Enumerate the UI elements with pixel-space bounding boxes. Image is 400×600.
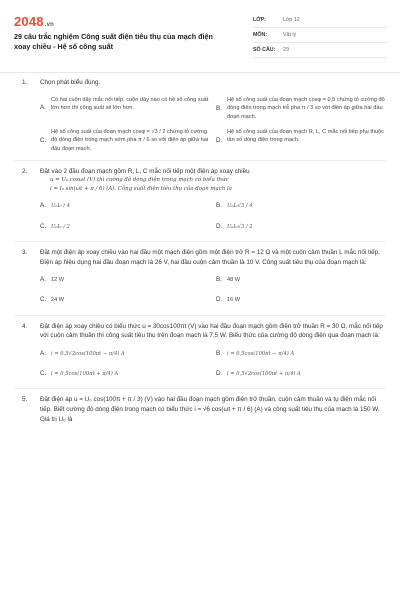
- question-number: 4.: [22, 322, 28, 330]
- option-key: B.: [216, 276, 222, 284]
- option-text: 24 W: [51, 296, 65, 303]
- option-key: A.: [40, 201, 46, 209]
- option-d[interactable]: [216, 128, 386, 154]
- meta-row-subject: [253, 28, 388, 43]
- option-text: Hệ số công suất của đoạn mạch R, L, C mắc nối tiếp phụ thuộc tần số dòng điện trong mạch.: [227, 128, 385, 144]
- option-text: 16 W: [227, 296, 241, 303]
- question-stem: Đặt vào 2 đầu đoạn mạch gồm R, L, C mắc nối tiếp một điện áp xoay chiều: [40, 167, 250, 175]
- option-text: Hệ số công suất của đoạn mạch cosφ = √3 / 2 chứng tỏ cường độ dòng điện trong mạch sớm pha π / 6 so với điện áp giữa hai đầu đoạn mạch.: [51, 128, 209, 153]
- option-key: A.: [40, 276, 46, 284]
- option-key: B.: [216, 349, 222, 357]
- option-text: U₀I₀√3 / 4: [227, 202, 253, 209]
- question-divider: [14, 160, 386, 161]
- option-key: B.: [216, 104, 222, 112]
- question-stem: Đặt điện áp u = U₀ cos(100π + π / 3) (V) vào hai đầu đoạn mạch gồm điện trở thuần, cuộn cảm thuần và tụ điện mắc nối tiếp. Biết cường độ dòng điện trong mạch có biểu thức i = √6 cos(ωt + π / 6) (A) và công suất tiêu thụ của mạch là 150 W. Giá trị U₀ là: [40, 396, 380, 423]
- question-divider: [14, 388, 386, 389]
- formula-line: u = U₀ cosωt (V) thì cường độ dòng điện trong mạch có biểu thức: [50, 177, 229, 184]
- option-key: C.: [40, 136, 47, 144]
- meta-key: MÔN:: [253, 32, 268, 38]
- option-b[interactable]: [216, 345, 386, 362]
- site-logo[interactable]: 2048.vn: [14, 14, 55, 29]
- option-a[interactable]: [40, 272, 210, 289]
- option-key: B.: [216, 201, 222, 209]
- option-text: Hệ số công suất của đoạn mạch cosφ = 0,5 chứng tỏ cường độ dòng điện trong mạch trễ pha π / 3 so với điện áp giữa hai đầu đoạn mạch.: [227, 96, 385, 121]
- meta-key: LỚP:: [253, 17, 267, 23]
- question-2: [0, 167, 400, 236]
- option-key: C.: [40, 296, 47, 304]
- option-text: U₀I₀ / 2: [51, 223, 70, 230]
- option-b[interactable]: [216, 96, 386, 122]
- header-divider: [0, 72, 400, 73]
- meta-value: 29: [283, 47, 289, 53]
- document-title: 29 câu trắc nghiệm Công suất điện tiêu thụ của mạch điện xoay chiều - Hệ số công suất: [14, 32, 213, 51]
- option-a[interactable]: [40, 345, 210, 362]
- option-d[interactable]: [216, 218, 386, 235]
- option-key: D.: [216, 369, 223, 377]
- option-c[interactable]: [40, 218, 210, 235]
- document-header: [0, 0, 400, 68]
- option-text: 48 W: [227, 276, 241, 283]
- option-text: 12 W: [51, 276, 65, 283]
- option-key: C.: [40, 222, 47, 230]
- question-list: [0, 78, 400, 424]
- option-text: U₀I₀√3 / 2: [227, 223, 253, 230]
- option-text: i = 0,5cos(100πt − π/4) A: [227, 350, 295, 357]
- option-text: i = 0,5√2cos(100πt + π/4) A: [227, 370, 301, 377]
- option-text: Có hai cuộn dây mắc nối tiếp, cuộn dây nào có hệ số công suất lớn hơn thì công suất sẽ lớn hơn.: [51, 96, 209, 112]
- meta-value: Lớp 12: [283, 17, 300, 23]
- option-b[interactable]: [216, 272, 386, 289]
- question-stem: Đặt một điện áp xoay chiều vào hai đầu một mạch điện gồm một điện trở R = 12 Ω và một cuộn cảm thuần L mắc nối tiếp. Điện áp hiệu dụng hai đầu đoạn mạch là 26 V, hai đầu cuộn cảm thuần là 10 V. Công suất tiêu thụ của đoạn mạch là:: [40, 249, 380, 266]
- question-5: [0, 395, 400, 424]
- question-number: 3.: [22, 249, 28, 257]
- question-stem: Chọn phát biểu đúng.: [40, 79, 101, 86]
- question-divider: [14, 315, 386, 316]
- option-a[interactable]: [40, 197, 210, 214]
- meta-row-count: [253, 43, 388, 58]
- option-d[interactable]: [216, 365, 386, 382]
- document-meta: [253, 13, 388, 58]
- meta-key: SỐ CÂU:: [253, 47, 276, 53]
- option-a[interactable]: [40, 96, 210, 122]
- option-c[interactable]: [40, 292, 210, 309]
- question-1: [0, 78, 400, 154]
- question-divider: [14, 241, 386, 242]
- option-text: i = 0,5cos(100πt + π/4) A: [51, 370, 119, 377]
- option-key: D.: [216, 222, 223, 230]
- question-number: 5.: [22, 396, 28, 404]
- option-d[interactable]: [216, 292, 386, 309]
- option-text: i = 0,5√2cos(100πt − π/4) A: [51, 350, 125, 357]
- option-key: D.: [216, 136, 223, 144]
- meta-value: Vật lý: [283, 32, 297, 38]
- question-stem: Đặt điện áp xoay chiều có biểu thức u = 30cos100πt (V) vào hai đầu đoạn mạch gồm điện trở thuần R = 30 Ω, mắc nối tiếp với cuộn cảm thuần thì công suất tiêu thụ trên đoạn mạch là 7,5 W. Biểu thức của cường độ dòng điện qua đoạn mạch là:: [40, 322, 383, 340]
- option-key: A.: [40, 103, 46, 111]
- option-c[interactable]: [40, 128, 210, 154]
- option-text: U₀I₀ / 4: [51, 202, 70, 209]
- meta-row-class: [253, 13, 388, 28]
- option-b[interactable]: [216, 197, 386, 214]
- question-number: 1.: [22, 79, 28, 86]
- question-4: [0, 322, 400, 383]
- option-key: C.: [40, 369, 47, 377]
- formula-line: i = I₀ sin(ωt + π / 6) (A). Công suất điện tiêu thụ của đoạn mạch là: [50, 185, 232, 192]
- question-3: [0, 248, 400, 309]
- question-number: 2.: [22, 167, 28, 175]
- option-key: A.: [40, 349, 46, 357]
- option-c[interactable]: [40, 365, 210, 382]
- option-key: D.: [216, 296, 223, 304]
